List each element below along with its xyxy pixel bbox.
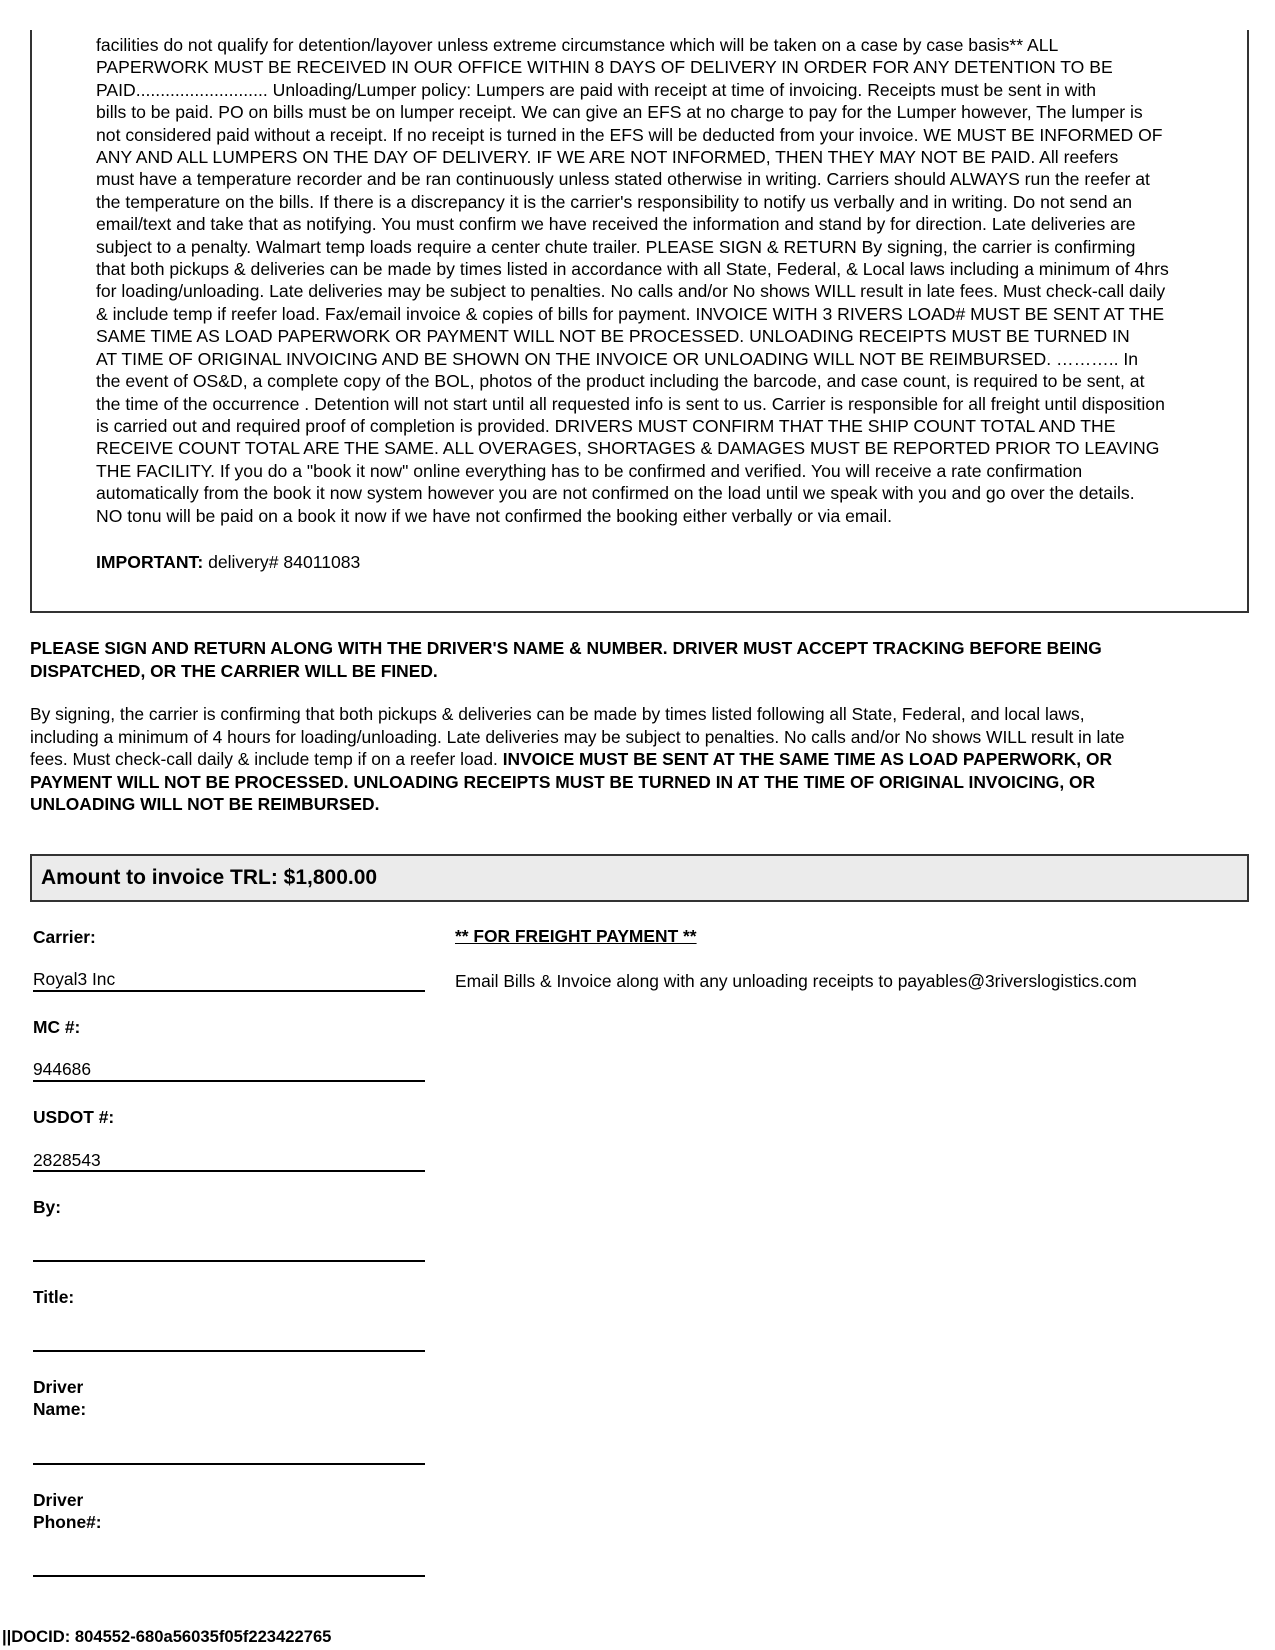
title-line[interactable]: [33, 1350, 425, 1352]
important-value: delivery# 84011083: [203, 552, 361, 572]
driver-phone-label: Driver Phone#:: [33, 1490, 102, 1532]
driver-name-line[interactable]: [33, 1463, 425, 1465]
mc-underline: [33, 1080, 425, 1082]
carrier-field[interactable]: Royal3 Inc: [33, 969, 116, 989]
freight-payment-heading: ** FOR FREIGHT PAYMENT **: [455, 926, 697, 946]
mc-field[interactable]: 944686: [33, 1059, 92, 1079]
usdot-field[interactable]: 2828543: [33, 1150, 101, 1170]
signing-notice-bold: INVOICE MUST BE SENT AT THE SAME TIME AS LOAD PAPERWORK, OR PAYMENT WILL NOT BE PROCESSED. UNLOADING RECEIPTS MUST BE TURNED IN AT THE TIME OF ORIGINAL INVOICING, OR UNLOADING WILL NOT BE REIMBURSED.: [30, 749, 1113, 814]
driver-phone-line[interactable]: [33, 1575, 425, 1577]
by-label: By:: [33, 1197, 62, 1217]
signing-notice: [30, 703, 1255, 816]
terms-paragraph: facilities do not qualify for detention/layover unless extreme circumstance which will be taken on a case by case basis** ALL PAPERWORK MUST BE RECEIVED IN OUR OFFICE WITHIN 8 DAYS OF DELIVERY IN ORDER FOR ANY DETENTION TO BE PAID........................... Unloading/Lumper policy: Lumpers are paid with receipt at time of invoicing. Receipts must be sent in with bills to be paid. PO on bills must be on lumper receipt. We can give an EFS at no charge to pay for the Lumper however, The lumper is not considered paid without a receipt. If no receipt is turned in the EFS will be deducted from your invoice. WE MUST BE INFORMED OF ANY AND ALL LUMPERS ON THE DAY OF DELIVERY. IF WE ARE NOT INFORMED, THEN THEY MAY NOT BE PAID. All reefers must have a temperature recorder and be ran continuously unless stated otherwise in writing. Carriers should ALWAYS run the reefer at the temperature on the bills. If there is a discrepancy it is the carrier's responsibility to notify us verbally and in writing. Do not send an email/text and take that as notifying. You must confirm we have received the information and stand by for direction. Late deliveries are subject to a penalty. Walmart temp loads require a center chute trailer. PLEASE SIGN & RETURN By signing, the carrier is confirming that both pickups & deliveries can be made by times listed in accordance with all State, Federal, & Local laws including a minimum of 4hrs for loading/unloading. Late deliveries may be subject to penalties. No calls and/or No shows WILL result in late fees. Must check-call daily & include temp if reefer load. Fax/email invoice & copies of bills for payment. INVOICE WITH 3 RIVERS LOAD# MUST BE SENT AT THE SAME TIME AS LOAD PAPERWORK OR PAYMENT WILL NOT BE PROCESSED. UNLOADING RECEIPTS MUST BE TURNED IN AT TIME OF ORIGINAL INVOICING AND BE SHOWN ON THE INVOICE OR UNLOADING WILL NOT BE REIMBURSED. ……….. In the event of OS&D, a complete copy of the BOL, photos of the product including the barcode, and case count, is required to be sent, at the time of the occurrence . Detention will not start until all requested info is sent to us. Carrier is responsible for all freight until disposition is carried out and required proof of completion is provided. DRIVERS MUST CONFIRM THAT THE SHIP COUNT TOTAL AND THE RECEIVE COUNT TOTAL ARE THE SAME. ALL OVERAGES, SHORTAGES & DAMAGES MUST BE REPORTED PRIOR TO LEAVING THE FACILITY. If you do a "book it now" online everything has to be confirmed and verified. You will receive a rate confirmation automatically from the book it now system however you are not confirmed on the load until we speak with you and go over the details. NO tonu will be paid on a book it now if we have not confirmed the booking either verbally or via email.: [96, 35, 1169, 526]
usdot-underline: [33, 1170, 425, 1172]
document-id: ||DOCID: 804552-680a56035f05f223422765: [2, 1627, 332, 1646]
mc-label: MC #:: [33, 1017, 81, 1037]
freight-payment-instructions: Email Bills & Invoice along with any unloading receipts to payables@3riverslogistics.com: [455, 971, 1137, 991]
title-label: Title:: [33, 1287, 75, 1307]
driver-name-label: Driver Name:: [33, 1377, 87, 1419]
amount-to-invoice: Amount to invoice TRL: $1,800.00: [30, 854, 1249, 902]
carrier-underline: [33, 990, 425, 992]
signing-notice-text: By signing, the carrier is confirming that both pickups & deliveries can be made by times listed following all State, Federal, and local laws, including a minimum of 4 hours for loading/unloading. Late deliveries may be subject to penalties. No calls and/or No shows WILL result in late fees. Must check-call daily & include temp if on a reefer load.: [30, 704, 1125, 769]
carrier-label: Carrier:: [33, 927, 96, 947]
sign-return-notice: PLEASE SIGN AND RETURN ALONG WITH THE DRIVER'S NAME & NUMBER. DRIVER MUST ACCEPT TRACKING BEFORE BEING DISPATCHED, OR THE CARRIER WILL BE FINED.: [30, 638, 1102, 681]
by-signature-line[interactable]: [33, 1260, 425, 1262]
important-note: [96, 551, 360, 573]
usdot-label: USDOT #:: [33, 1107, 115, 1127]
important-label: IMPORTANT:: [96, 552, 204, 572]
